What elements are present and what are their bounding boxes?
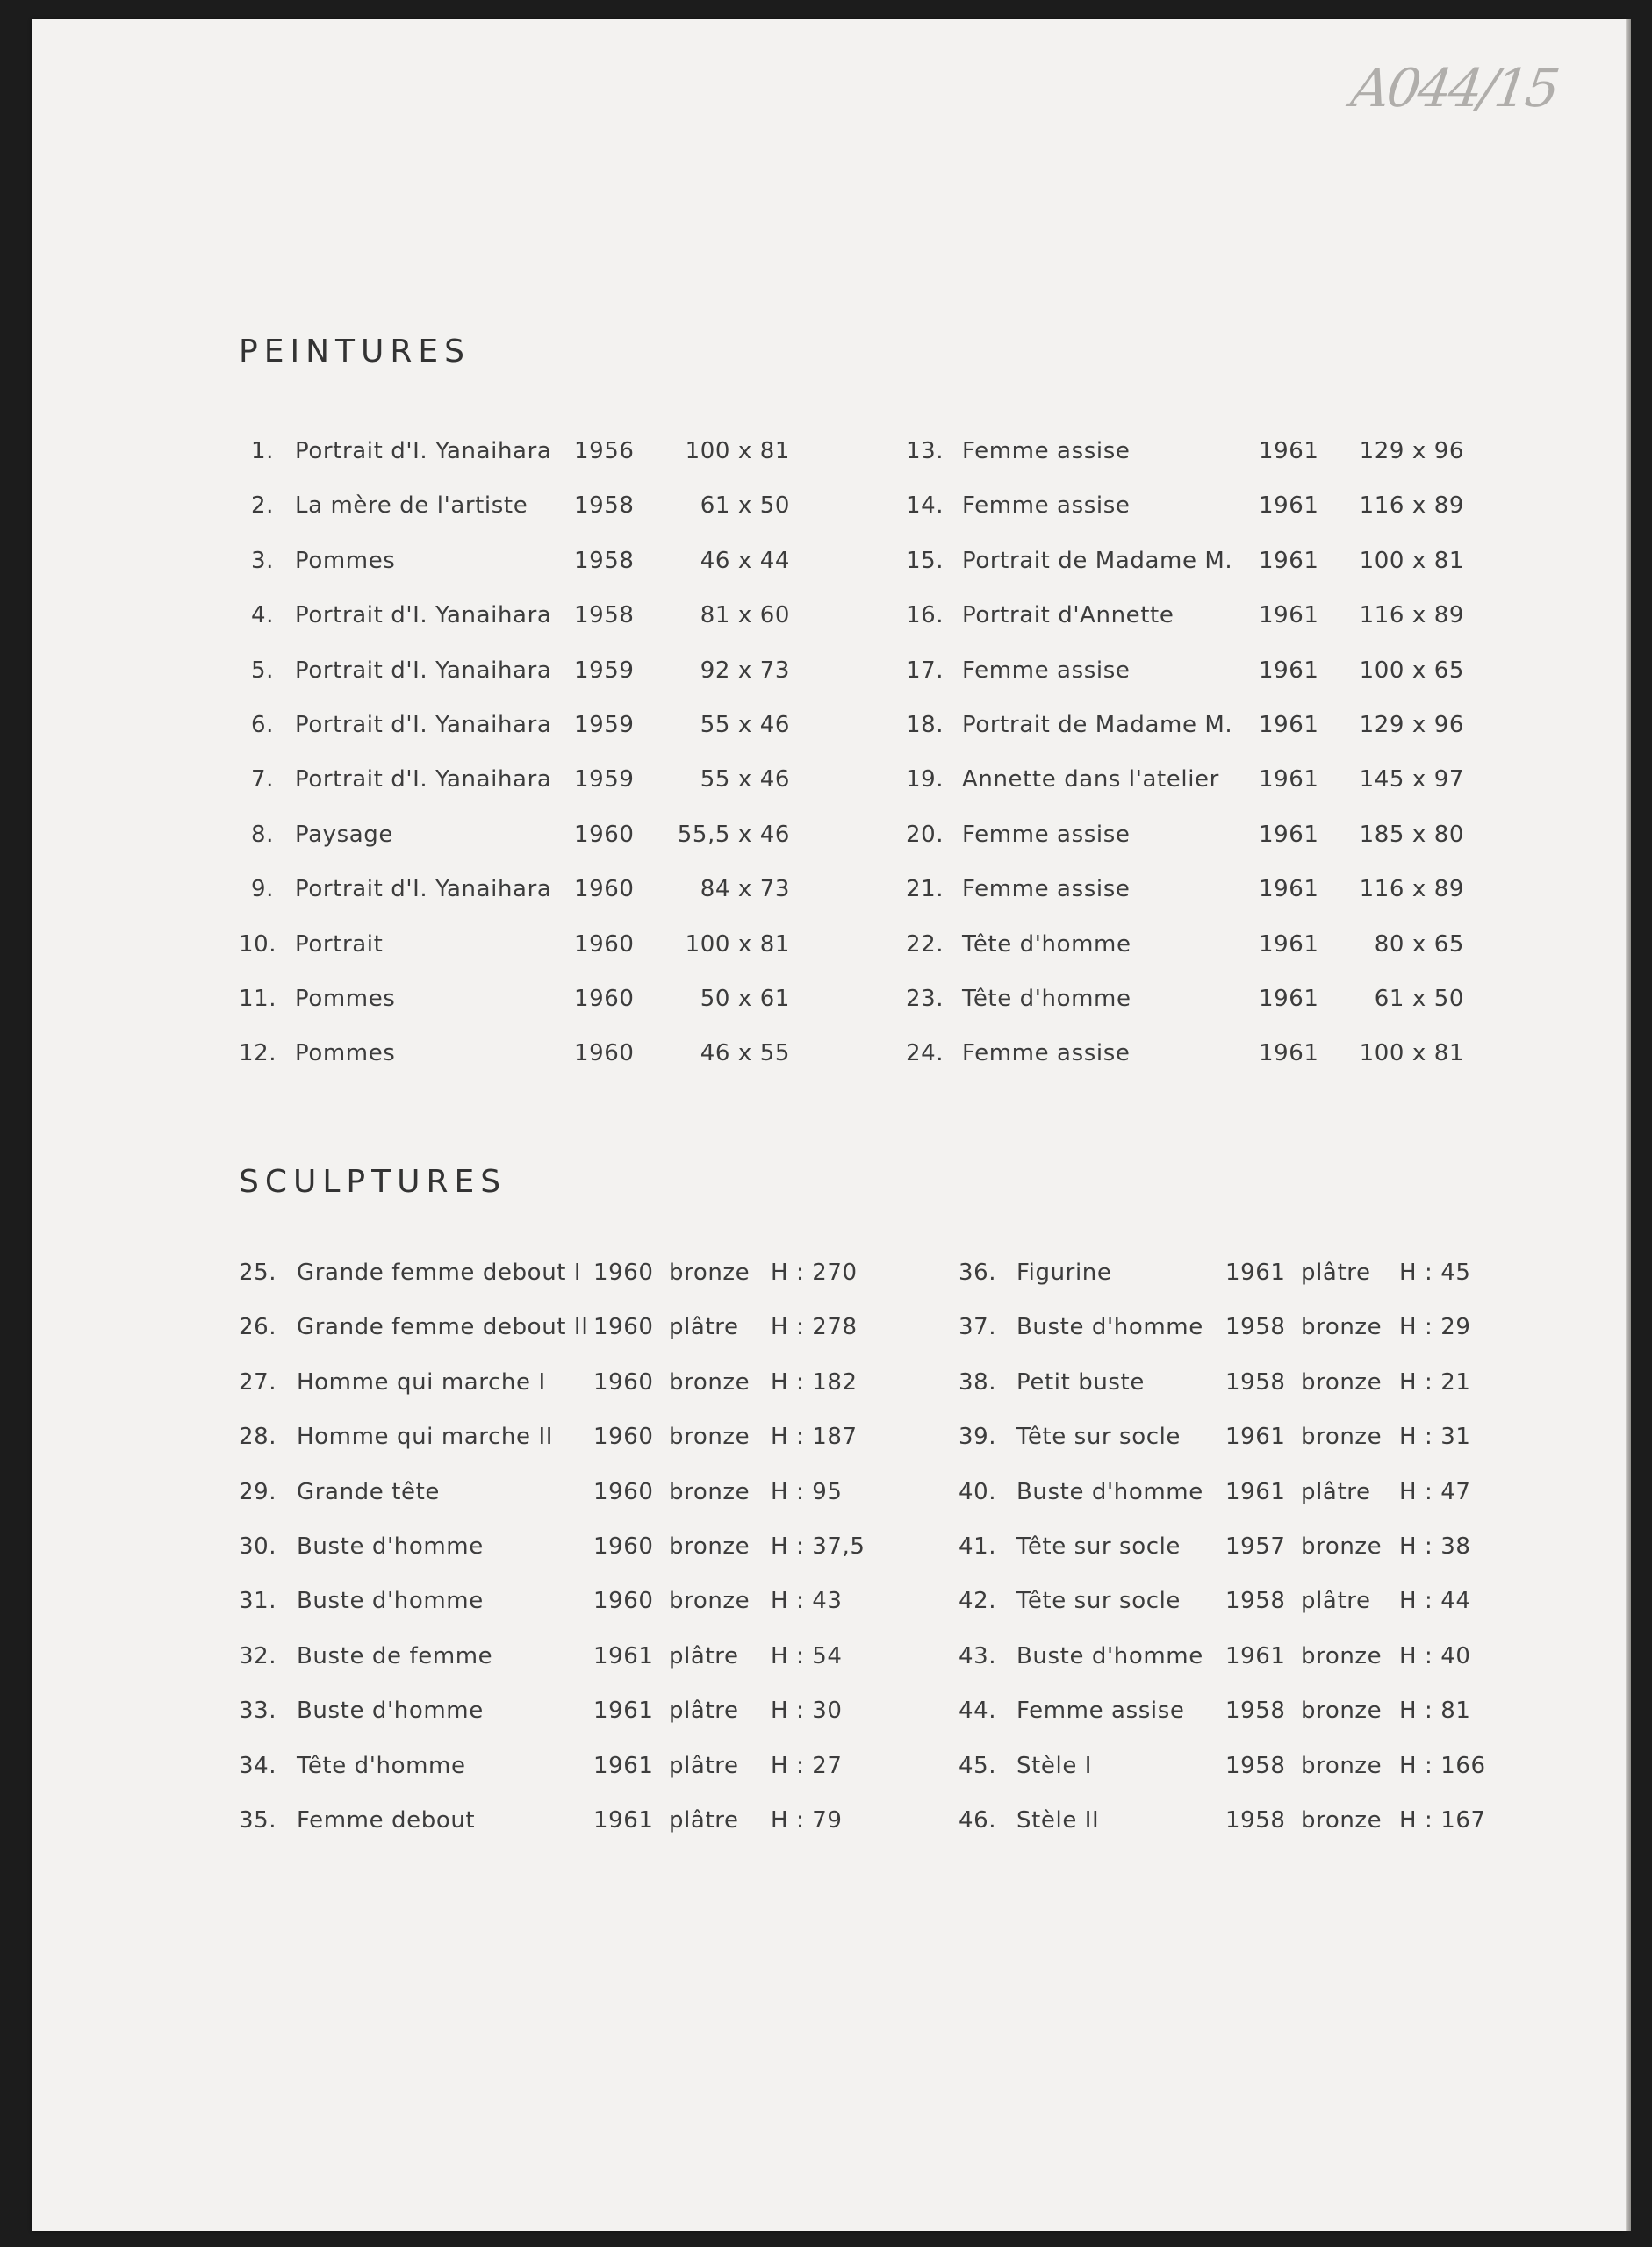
- painting-dimensions: 61 x 50: [700, 492, 790, 520]
- sculpture-title: Figurine: [1016, 1260, 1112, 1286]
- painting-number: 18.: [906, 712, 945, 738]
- sculpture-title: Buste d'homme: [1016, 1478, 1203, 1505]
- sculpture-number: 32.: [239, 1642, 277, 1669]
- painting-dimensions: 100 x 81: [685, 930, 790, 958]
- painting-title: Femme assise: [962, 821, 1131, 848]
- handwritten-annotation: A044/15: [1347, 58, 1562, 119]
- sculpture-title: Tête sur socle: [1016, 1533, 1182, 1560]
- sculpture-title: Femme assise: [1016, 1698, 1185, 1725]
- sculpture-material: plâtre: [1301, 1260, 1371, 1286]
- sculpture-year: 1958: [1225, 1807, 1286, 1834]
- sculpture-number: 43.: [959, 1642, 997, 1669]
- painting-number: 2.: [250, 492, 274, 520]
- painting-dimensions: 185 x 80: [1359, 821, 1464, 848]
- painting-number: 15.: [906, 547, 945, 574]
- painting-row: [239, 872, 871, 907]
- painting-row: [239, 488, 871, 523]
- sculpture-row: [959, 1475, 1573, 1510]
- painting-row: [906, 872, 1538, 907]
- painting-year: 1961: [1259, 712, 1319, 738]
- peintures-title: PEINTURES: [239, 334, 470, 370]
- painting-row: [906, 817, 1538, 852]
- sculpture-year: 1960: [593, 1588, 654, 1615]
- sculpture-number: 27.: [239, 1368, 277, 1396]
- sculpture-row: [239, 1529, 866, 1564]
- painting-title: Portrait d'I. Yanaihara: [295, 876, 552, 903]
- sculpture-material: plâtre: [669, 1752, 739, 1779]
- sculpture-number: 46.: [959, 1807, 997, 1834]
- painting-year: 1960: [574, 1040, 635, 1067]
- sculpture-title: Buste d'homme: [297, 1588, 484, 1615]
- sculpture-number: 28.: [239, 1424, 277, 1451]
- sculpture-title: Tête sur socle: [1016, 1424, 1182, 1451]
- painting-row: [906, 762, 1538, 797]
- sculpture-row: [239, 1803, 853, 1838]
- painting-year: 1959: [574, 657, 635, 684]
- painting-title: Pommes: [295, 986, 396, 1012]
- sculpture-height: H : 167: [1399, 1807, 1486, 1834]
- sculpture-year: 1960: [593, 1533, 654, 1560]
- painting-number: 4.: [250, 602, 274, 629]
- page-edge: [1626, 19, 1631, 2231]
- sculpture-height: H : 166: [1399, 1752, 1486, 1779]
- sculpture-year: 1960: [593, 1314, 654, 1341]
- sculpture-number: 37.: [959, 1314, 997, 1341]
- painting-dimensions: 61 x 50: [1374, 986, 1464, 1012]
- painting-dimensions: 100 x 65: [1359, 657, 1464, 684]
- painting-number: 9.: [250, 876, 274, 903]
- sculpture-year: 1957: [1225, 1533, 1286, 1560]
- sculpture-material: bronze: [669, 1478, 751, 1505]
- sculpture-row: [959, 1529, 1573, 1564]
- sculpture-year: 1961: [1225, 1424, 1286, 1451]
- sculpture-height: H : 79: [771, 1807, 843, 1834]
- painting-row: [906, 927, 1538, 962]
- painting-row: [906, 488, 1538, 523]
- sculpture-number: 29.: [239, 1478, 277, 1505]
- painting-row: [906, 707, 1538, 743]
- sculpture-year: 1961: [593, 1698, 654, 1725]
- painting-dimensions: 129 x 96: [1359, 712, 1464, 738]
- sculpture-material: bronze: [1301, 1642, 1383, 1669]
- painting-year: 1958: [574, 602, 635, 629]
- painting-row: [906, 981, 1538, 1016]
- painting-dimensions: 100 x 81: [1359, 547, 1464, 574]
- painting-number: 24.: [906, 1040, 945, 1067]
- painting-title: Femme assise: [962, 1040, 1131, 1067]
- painting-year: 1961: [1259, 657, 1319, 684]
- painting-row: [906, 653, 1538, 688]
- sculpture-row: [959, 1803, 1573, 1838]
- sculpture-year: 1958: [1225, 1752, 1286, 1779]
- sculpture-year: 1958: [1225, 1368, 1286, 1396]
- sculpture-year: 1960: [593, 1368, 654, 1396]
- sculpture-number: 35.: [239, 1807, 277, 1834]
- sculpture-material: bronze: [1301, 1807, 1383, 1834]
- sculpture-year: 1960: [593, 1478, 654, 1505]
- painting-year: 1958: [574, 547, 635, 574]
- sculpture-material: bronze: [669, 1533, 751, 1560]
- sculpture-title: Grande femme debout I: [297, 1260, 582, 1286]
- sculpture-material: bronze: [669, 1260, 751, 1286]
- sculpture-material: bronze: [1301, 1533, 1383, 1560]
- painting-title: Portrait: [295, 930, 384, 958]
- painting-number: 8.: [250, 821, 274, 848]
- painting-dimensions: 92 x 73: [700, 657, 790, 684]
- sculpture-number: 40.: [959, 1478, 997, 1505]
- sculpture-title: Buste de femme: [297, 1642, 493, 1669]
- sculpture-height: H : 182: [771, 1368, 858, 1396]
- painting-dimensions: 116 x 89: [1359, 602, 1464, 629]
- sculpture-number: 33.: [239, 1698, 277, 1725]
- sculpture-height: H : 21: [1399, 1368, 1471, 1396]
- sculpture-material: plâtre: [669, 1642, 739, 1669]
- sculpture-height: H : 187: [771, 1424, 858, 1451]
- painting-row: [239, 762, 871, 797]
- painting-row: [906, 598, 1538, 633]
- sculpture-year: 1961: [593, 1642, 654, 1669]
- sculpture-year: 1958: [1225, 1314, 1286, 1341]
- sculpture-number: 36.: [959, 1260, 997, 1286]
- sculpture-row: [239, 1365, 858, 1400]
- painting-number: 23.: [906, 986, 945, 1012]
- painting-title: Portrait de Madame M.: [962, 547, 1233, 574]
- sculpture-row: [239, 1583, 853, 1619]
- painting-dimensions: 84 x 73: [700, 876, 790, 903]
- painting-title: Portrait d'I. Yanaihara: [295, 712, 552, 738]
- sculpture-row: [959, 1255, 1573, 1290]
- painting-number: 1.: [250, 438, 274, 464]
- sculpture-row: [239, 1255, 858, 1290]
- sculpture-year: 1958: [1225, 1698, 1286, 1725]
- painting-dimensions: 145 x 97: [1359, 766, 1464, 793]
- painting-row: [239, 653, 871, 688]
- sculpture-row: [959, 1693, 1573, 1728]
- painting-year: 1956: [574, 438, 635, 464]
- painting-year: 1961: [1259, 766, 1319, 793]
- sculpture-height: H : 31: [1399, 1424, 1471, 1451]
- sculpture-title: Tête d'homme: [297, 1752, 466, 1779]
- painting-dimensions: 81 x 60: [700, 602, 790, 629]
- painting-year: 1959: [574, 712, 635, 738]
- sculpture-height: H : 45: [1399, 1260, 1471, 1286]
- painting-dimensions: 100 x 81: [1359, 1040, 1464, 1067]
- sculpture-year: 1961: [1225, 1642, 1286, 1669]
- sculpture-material: bronze: [1301, 1368, 1383, 1396]
- painting-title: Portrait d'I. Yanaihara: [295, 602, 552, 629]
- sculpture-year: 1960: [593, 1260, 654, 1286]
- painting-year: 1960: [574, 930, 635, 958]
- sculpture-height: H : 38: [1399, 1533, 1471, 1560]
- sculpture-material: bronze: [1301, 1424, 1383, 1451]
- painting-year: 1961: [1259, 986, 1319, 1012]
- painting-dimensions: 46 x 55: [700, 1040, 790, 1067]
- sculpture-title: Stèle I: [1016, 1752, 1093, 1779]
- painting-number: 22.: [906, 930, 945, 958]
- painting-row: [239, 817, 871, 852]
- painting-year: 1961: [1259, 438, 1319, 464]
- painting-row: [906, 1036, 1538, 1071]
- painting-dimensions: 100 x 81: [685, 438, 790, 464]
- painting-row: [239, 543, 871, 578]
- sculpture-title: Buste d'homme: [297, 1698, 484, 1725]
- sculpture-year: 1961: [1225, 1260, 1286, 1286]
- sculpture-number: 42.: [959, 1588, 997, 1615]
- painting-title: Femme assise: [962, 492, 1131, 520]
- painting-row: [239, 981, 871, 1016]
- sculpture-material: bronze: [1301, 1314, 1383, 1341]
- sculpture-height: H : 40: [1399, 1642, 1471, 1669]
- painting-number: 21.: [906, 876, 945, 903]
- sculpture-height: H : 43: [771, 1588, 843, 1615]
- sculpture-number: 26.: [239, 1314, 277, 1341]
- sculpture-material: bronze: [1301, 1752, 1383, 1779]
- sculptures-title: SCULPTURES: [239, 1164, 507, 1200]
- sculpture-material: bronze: [1301, 1698, 1383, 1725]
- sculpture-row: [959, 1748, 1573, 1784]
- sculpture-title: Grande femme debout II: [297, 1314, 589, 1341]
- sculpture-material: plâtre: [669, 1314, 739, 1341]
- sculpture-title: Buste d'homme: [1016, 1642, 1203, 1669]
- painting-dimensions: 116 x 89: [1359, 876, 1464, 903]
- painting-number: 16.: [906, 602, 945, 629]
- sculpture-title: Stèle II: [1016, 1807, 1100, 1834]
- painting-dimensions: 80 x 65: [1374, 930, 1464, 958]
- sculpture-row: [239, 1310, 858, 1345]
- painting-row: [906, 434, 1538, 469]
- sculpture-number: 30.: [239, 1533, 277, 1560]
- painting-dimensions: 55,5 x 46: [677, 821, 790, 848]
- painting-title: Portrait d'Annette: [962, 602, 1174, 629]
- sculpture-number: 45.: [959, 1752, 997, 1779]
- painting-number: 17.: [906, 657, 945, 684]
- sculpture-row: [239, 1639, 853, 1674]
- sculpture-row: [239, 1419, 858, 1454]
- sculpture-height: H : 37,5: [771, 1533, 866, 1560]
- painting-title: Portrait de Madame M.: [962, 712, 1233, 738]
- sculpture-row: [959, 1639, 1573, 1674]
- painting-dimensions: 55 x 46: [700, 766, 790, 793]
- painting-dimensions: 129 x 96: [1359, 438, 1464, 464]
- sculpture-number: 34.: [239, 1752, 277, 1779]
- painting-title: Pommes: [295, 547, 396, 574]
- sculpture-height: H : 29: [1399, 1314, 1471, 1341]
- sculpture-height: H : 54: [771, 1642, 843, 1669]
- sculpture-number: 39.: [959, 1424, 997, 1451]
- sculpture-material: bronze: [669, 1368, 751, 1396]
- sculpture-year: 1961: [593, 1807, 654, 1834]
- painting-title: Pommes: [295, 1040, 396, 1067]
- painting-year: 1960: [574, 876, 635, 903]
- sculpture-height: H : 81: [1399, 1698, 1471, 1725]
- sculpture-row: [239, 1693, 853, 1728]
- sculpture-title: Grande tête: [297, 1478, 440, 1505]
- sculpture-number: 44.: [959, 1698, 997, 1725]
- sculpture-row: [959, 1419, 1573, 1454]
- sculpture-title: Buste d'homme: [297, 1533, 484, 1560]
- sculpture-number: 41.: [959, 1533, 997, 1560]
- painting-dimensions: 116 x 89: [1359, 492, 1464, 520]
- sculpture-row: [959, 1365, 1573, 1400]
- painting-row: [239, 707, 871, 743]
- sculpture-year: 1961: [593, 1752, 654, 1779]
- painting-number: 19.: [906, 766, 945, 793]
- sculpture-material: bronze: [669, 1424, 751, 1451]
- painting-number: 5.: [250, 657, 274, 684]
- painting-number: 6.: [250, 712, 274, 738]
- painting-year: 1961: [1259, 547, 1319, 574]
- painting-number: 11.: [239, 986, 277, 1012]
- painting-number: 3.: [250, 547, 274, 574]
- sculpture-height: H : 278: [771, 1314, 858, 1341]
- painting-title: Annette dans l'atelier: [962, 766, 1219, 793]
- sculpture-title: Femme debout: [297, 1807, 476, 1834]
- sculpture-height: H : 47: [1399, 1478, 1471, 1505]
- sculpture-height: H : 270: [771, 1260, 858, 1286]
- sculpture-year: 1961: [1225, 1478, 1286, 1505]
- painting-title: Paysage: [295, 821, 394, 848]
- painting-title: Femme assise: [962, 657, 1131, 684]
- sculpture-year: 1960: [593, 1424, 654, 1451]
- sculpture-height: H : 44: [1399, 1588, 1471, 1615]
- painting-year: 1959: [574, 766, 635, 793]
- painting-title: Portrait d'I. Yanaihara: [295, 438, 552, 464]
- sculpture-material: plâtre: [1301, 1478, 1371, 1505]
- painting-dimensions: 46 x 44: [700, 547, 790, 574]
- painting-title: Tête d'homme: [962, 930, 1131, 958]
- painting-year: 1961: [1259, 1040, 1319, 1067]
- painting-year: 1958: [574, 492, 635, 520]
- painting-year: 1960: [574, 821, 635, 848]
- painting-year: 1961: [1259, 821, 1319, 848]
- sculpture-height: H : 30: [771, 1698, 843, 1725]
- sculpture-title: Tête sur socle: [1016, 1588, 1182, 1615]
- painting-number: 13.: [906, 438, 945, 464]
- sculpture-height: H : 27: [771, 1752, 843, 1779]
- sculpture-material: plâtre: [669, 1807, 739, 1834]
- painting-number: 14.: [906, 492, 945, 520]
- painting-row: [906, 543, 1538, 578]
- painting-title: Portrait d'I. Yanaihara: [295, 766, 552, 793]
- painting-title: Femme assise: [962, 876, 1131, 903]
- painting-year: 1961: [1259, 930, 1319, 958]
- painting-row: [239, 1036, 871, 1071]
- painting-number: 20.: [906, 821, 945, 848]
- painting-dimensions: 50 x 61: [700, 986, 790, 1012]
- painting-title: Femme assise: [962, 438, 1131, 464]
- sculpture-height: H : 95: [771, 1478, 843, 1505]
- sculpture-title: Petit buste: [1016, 1368, 1145, 1396]
- painting-row: [239, 434, 871, 469]
- sculpture-material: bronze: [669, 1588, 751, 1615]
- sculpture-year: 1958: [1225, 1588, 1286, 1615]
- painting-title: Portrait d'I. Yanaihara: [295, 657, 552, 684]
- painting-number: 10.: [239, 930, 277, 958]
- sculpture-title: Homme qui marche I: [297, 1368, 546, 1396]
- painting-year: 1961: [1259, 602, 1319, 629]
- painting-title: La mère de l'artiste: [295, 492, 528, 520]
- sculpture-row: [959, 1583, 1573, 1619]
- sculpture-row: [239, 1748, 853, 1784]
- sculpture-material: plâtre: [1301, 1588, 1371, 1615]
- painting-year: 1961: [1259, 876, 1319, 903]
- sculpture-row: [239, 1475, 853, 1510]
- sculpture-number: 31.: [239, 1588, 277, 1615]
- sculpture-title: Homme qui marche II: [297, 1424, 553, 1451]
- painting-row: [239, 927, 871, 962]
- painting-title: Tête d'homme: [962, 986, 1131, 1012]
- sculpture-material: plâtre: [669, 1698, 739, 1725]
- painting-row: [239, 598, 871, 633]
- sculpture-row: [959, 1310, 1573, 1345]
- painting-number: 7.: [250, 766, 274, 793]
- sculpture-title: Buste d'homme: [1016, 1314, 1203, 1341]
- painting-dimensions: 55 x 46: [700, 712, 790, 738]
- sculpture-number: 25.: [239, 1260, 277, 1286]
- painting-year: 1961: [1259, 492, 1319, 520]
- sculpture-number: 38.: [959, 1368, 997, 1396]
- painting-year: 1960: [574, 986, 635, 1012]
- painting-number: 12.: [239, 1040, 277, 1067]
